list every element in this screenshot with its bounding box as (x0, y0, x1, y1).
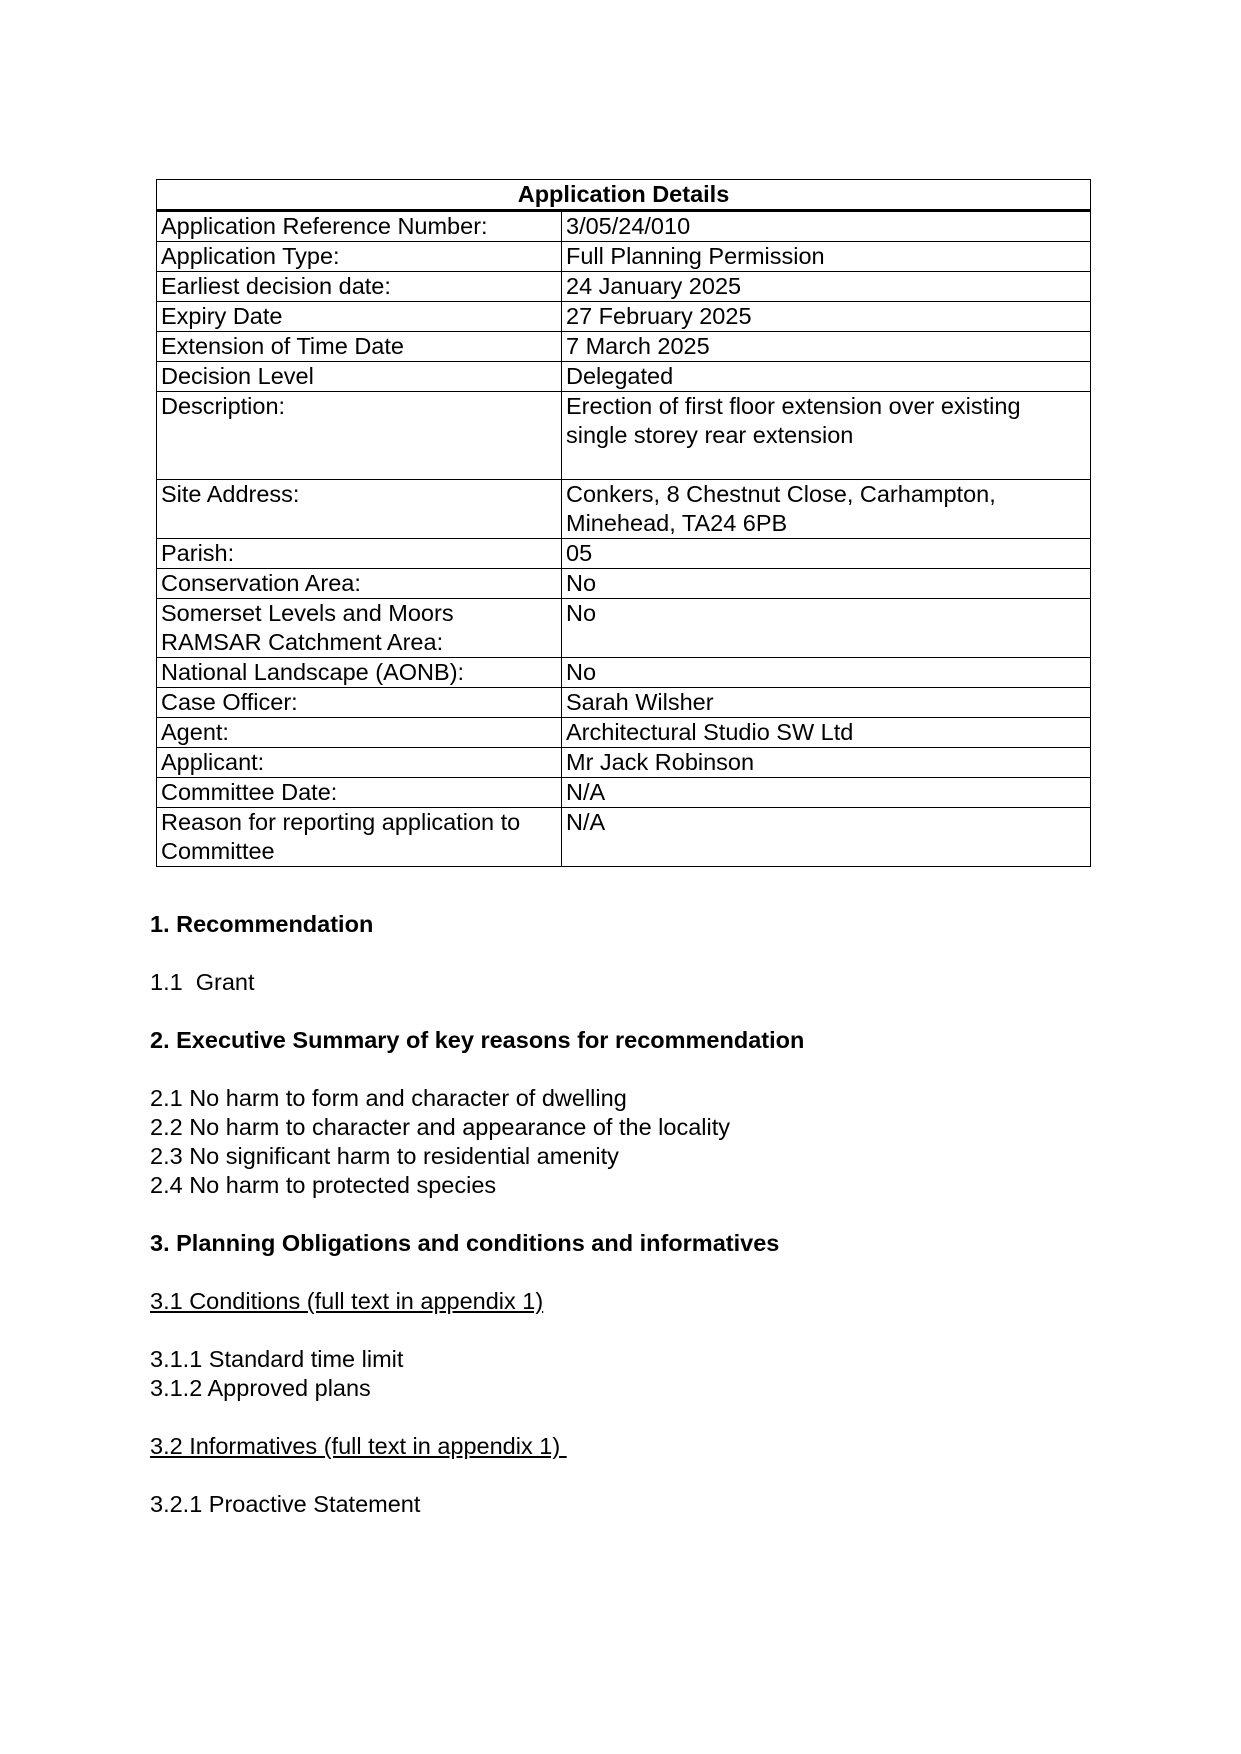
row-label: Applicant: (157, 748, 562, 778)
row-label: Application Reference Number: (157, 211, 562, 242)
spacer (150, 1200, 1090, 1229)
row-value: No (562, 599, 1091, 658)
summary-item: 2.4 No harm to protected species (150, 1172, 497, 1198)
spacer (150, 1316, 1090, 1345)
row-label: Agent: (157, 718, 562, 748)
row-value: 05 (562, 539, 1091, 569)
row-label: Expiry Date (157, 302, 562, 332)
application-details-table (156, 179, 1091, 867)
row-label: Earliest decision date: (157, 272, 562, 302)
table-row (157, 242, 1091, 272)
row-label: Conservation Area: (157, 569, 562, 599)
table-row (157, 778, 1091, 808)
spacer (150, 1055, 1090, 1084)
spacer (150, 1461, 1090, 1490)
table-row (157, 718, 1091, 748)
row-value: Mr Jack Robinson (562, 748, 1091, 778)
row-value: No (562, 569, 1091, 599)
spacer (150, 1258, 1090, 1287)
row-value: Full Planning Permission (562, 242, 1091, 272)
table-row (157, 211, 1091, 242)
table-row (157, 569, 1091, 599)
row-value: Erection of first floor extension over existing single storey rear extension (562, 392, 1091, 480)
table-row (157, 808, 1091, 867)
table-row (157, 302, 1091, 332)
row-label: Committee Date: (157, 778, 562, 808)
row-value: 7 March 2025 (562, 332, 1091, 362)
table-title: Application Details (157, 180, 1091, 211)
table-row (157, 480, 1091, 539)
row-value: Conkers, 8 Chestnut Close, Carhampton, Minehead, TA24 6PB (562, 480, 1091, 539)
informative-item: 3.2.1 Proactive Statement (150, 1491, 421, 1517)
obligations-heading: 3. Planning Obligations and conditions and informatives (150, 1230, 780, 1256)
recommendation-heading: 1. Recommendation (150, 911, 374, 937)
row-label: Somerset Levels and Moors RAMSAR Catchment Area: (157, 599, 562, 658)
row-value: N/A (562, 778, 1091, 808)
table-row (157, 362, 1091, 392)
row-label: Decision Level (157, 362, 562, 392)
row-label: Site Address: (157, 480, 562, 539)
table-row (157, 272, 1091, 302)
table-row (157, 688, 1091, 718)
summary-item: 2.1 No harm to form and character of dwelling (150, 1085, 627, 1111)
spacer (150, 939, 1090, 968)
condition-item: 3.1.2 Approved plans (150, 1375, 371, 1401)
summary-item: 2.3 No significant harm to residential amenity (150, 1143, 619, 1169)
row-value: N/A (562, 808, 1091, 867)
row-label: Extension of Time Date (157, 332, 562, 362)
informatives-subheading: 3.2 Informatives (full text in appendix 1) (150, 1433, 567, 1459)
row-value: 24 January 2025 (562, 272, 1091, 302)
row-value: Sarah Wilsher (562, 688, 1091, 718)
row-label: Description: (157, 392, 562, 480)
table-row (157, 658, 1091, 688)
summary-heading: 2. Executive Summary of key reasons for recommendation (150, 1027, 805, 1053)
row-value: Architectural Studio SW Ltd (562, 718, 1091, 748)
table-row (157, 392, 1091, 480)
row-value: No (562, 658, 1091, 688)
table-row (157, 748, 1091, 778)
row-label: Reason for reporting application to Committee (157, 808, 562, 867)
condition-item: 3.1.1 Standard time limit (150, 1346, 404, 1372)
table-row (157, 332, 1091, 362)
spacer (150, 1403, 1090, 1432)
spacer (150, 997, 1090, 1026)
table-title-row (157, 180, 1091, 211)
conditions-subheading: 3.1 Conditions (full text in appendix 1) (150, 1288, 544, 1314)
row-label: Case Officer: (157, 688, 562, 718)
report-body (150, 910, 1090, 1519)
row-label: Application Type: (157, 242, 562, 272)
table-row (157, 599, 1091, 658)
row-value: 27 February 2025 (562, 302, 1091, 332)
row-value: Delegated (562, 362, 1091, 392)
row-label: Parish: (157, 539, 562, 569)
row-value: 3/05/24/010 (562, 211, 1091, 242)
summary-item: 2.2 No harm to character and appearance of the locality (150, 1114, 731, 1140)
row-label: National Landscape (AONB): (157, 658, 562, 688)
recommendation-item: 1.1 Grant (150, 969, 255, 995)
table-row (157, 539, 1091, 569)
